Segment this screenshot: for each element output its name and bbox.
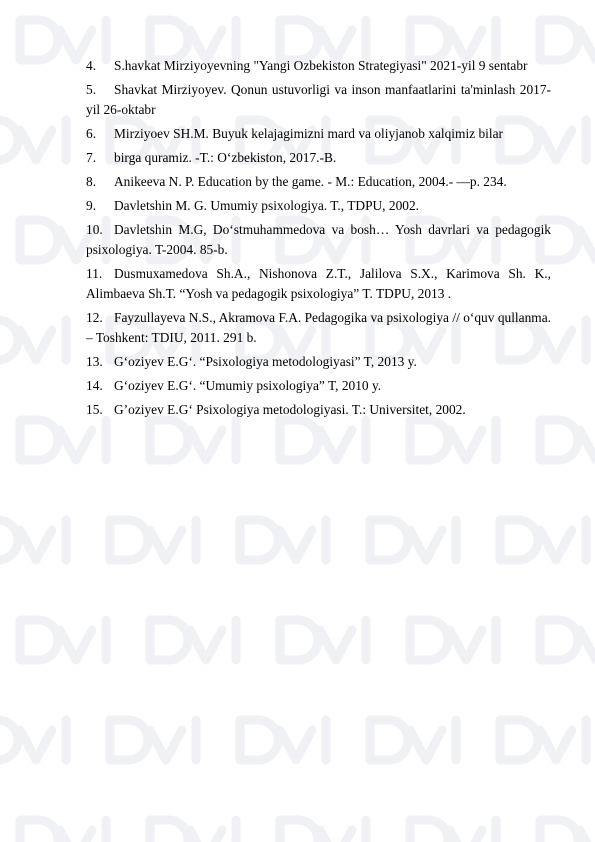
reference-text: G‘oziyev E.G‘. “Umumiy psixologiya” T, 2010 y. bbox=[114, 378, 382, 393]
reference-text: Anikeeva N. P. Education by the game. - M.: Education, 2004.- —p. 234. bbox=[114, 174, 507, 189]
reference-item bbox=[86, 148, 551, 168]
reference-item bbox=[86, 308, 551, 348]
reference-number: 6. bbox=[86, 126, 97, 141]
reference-number: 15. bbox=[86, 402, 103, 417]
reference-item bbox=[86, 376, 551, 396]
reference-text: G’oziyev E.G‘ Psixologiya metodologiyasi. T.: Universitet, 2002. bbox=[114, 402, 466, 417]
reference-item bbox=[86, 172, 551, 192]
reference-number: 7. bbox=[86, 150, 97, 165]
reference-number: 4. bbox=[86, 58, 97, 73]
reference-number: 14. bbox=[86, 378, 103, 393]
reference-number: 11. bbox=[86, 266, 103, 281]
reference-text: Davletshin M. G. Umumiy psixologiya. T., TDPU, 2002. bbox=[114, 198, 420, 213]
reference-text: Davletshin M.G, Do‘stmuhammedova va bosh… Yosh davrlari va pedagogik psixologiya. T-2004. 85-b. bbox=[86, 222, 551, 257]
document-page bbox=[86, 56, 551, 424]
reference-number: 8. bbox=[86, 174, 97, 189]
reference-number: 13. bbox=[86, 354, 103, 369]
reference-text: S.havkat Mirziyoyevning "Yangi Ozbekiston Strategiyasi" 2021-yil 9 sentabr bbox=[114, 58, 528, 73]
reference-text: G‘oziyev E.G‘. “Psixologiya metodologiyasi” T, 2013 y. bbox=[114, 354, 417, 369]
reference-item bbox=[86, 124, 551, 144]
reference-text: Fayzullayeva N.S., Akramova F.A. Pedagogika va psixologiya // o‘quv qullanma. – Toshkent: TDIU, 2011. 291 b. bbox=[86, 310, 551, 345]
reference-item bbox=[86, 80, 551, 120]
reference-item bbox=[86, 352, 551, 372]
reference-item bbox=[86, 56, 551, 76]
reference-item bbox=[86, 196, 551, 216]
reference-number: 9. bbox=[86, 198, 97, 213]
reference-number: 12. bbox=[86, 310, 103, 325]
reference-item bbox=[86, 220, 551, 260]
reference-number: 5. bbox=[86, 82, 97, 97]
reference-number: 10. bbox=[86, 222, 103, 237]
reference-text: Mirziyoev SH.M. Buyuk kelajagimizni mard va oliyjanob xalqimiz bilar bbox=[114, 126, 503, 141]
reference-text: Dusmuxamedova Sh.A., Nishonova Z.T., Jalilova S.X., Karimova Sh. K., Alimbaeva Sh.T. “Yosh va pedagogik psixologiya” T. TDPU, 2013 . bbox=[86, 266, 551, 301]
reference-item bbox=[86, 400, 551, 420]
reference-item bbox=[86, 264, 551, 304]
reference-list bbox=[86, 56, 551, 420]
reference-text: birga quramiz. -T.: O‘zbekiston, 2017.-B. bbox=[114, 150, 337, 165]
reference-text: Shavkat Mirziyoyev. Qonun ustuvorligi va inson manfaatlarini ta'minlash 2017-yil 26-oktabr bbox=[86, 82, 551, 117]
